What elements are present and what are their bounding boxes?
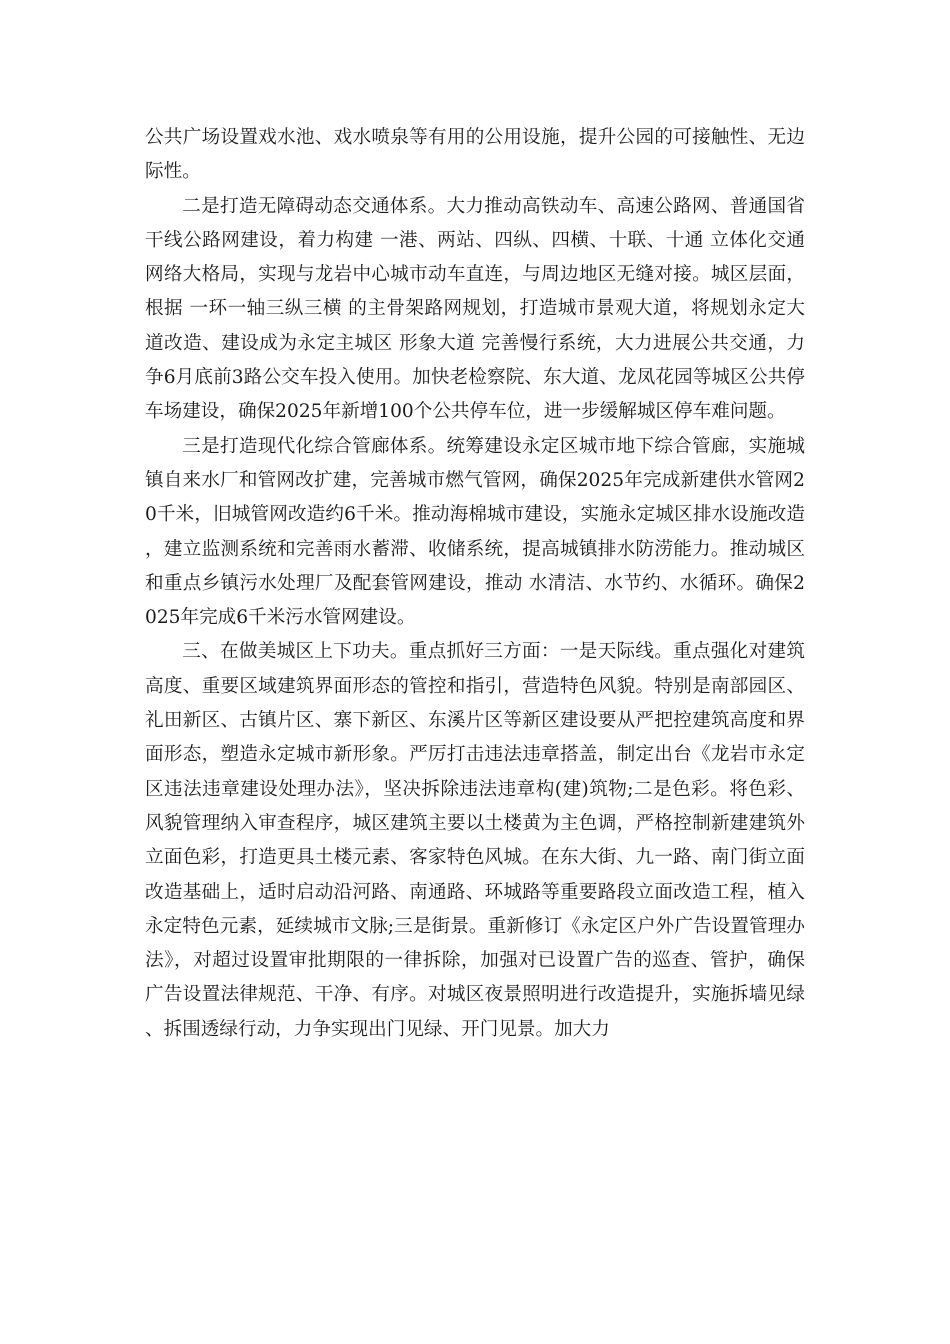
document-body [145,121,805,1047]
paragraph-public-plaza: 公共广场设置戏水池、戏水喷泉等有用的公用设施，提升公园的可接触性、无边际性。 [145,127,805,183]
paragraph-beautify-city: 三、在做美城区上下功夫。重点抓好三方面：一是天际线。重点强化对建筑高度、重要区域建筑界面形态的管控和指引，营造特色风貌。特别是南部园区、礼田新区、古镇片区、寨下新区、东溪片区等新区建设要从严把控建筑高度和界面形态，塑造永定城市新形象。严厉打击违法违章搭盖，制定出台《龙岩市永定区违法违章建设处理办法》，坚决拆除违法违章构(建)筑物;二是色彩。将色彩、风貌管理纳入审查程序，城区建筑主要以土楼黄为主色调，严格控制新建建筑外立面色彩，打造更具土楼元素、客家特色风城。在东大街、九一路、南门街立面改造基础上，适时启动沿河路、南通路、环城路等重要路段立面改造工程，植入永定特色元素，延续城市文脉;三是街景。重新修订《永定区户外广告设置管理办法》，对超过设置审批期限的一律拆除，加强对已设置广告的巡查、管护，确保广告设置法律规范、干净、有序。对城区夜景照明进行改造提升，实施拆墙见绿、拆围透绿行动，力争实现出门见绿、开门见景。加大力 [145,641,805,1040]
paragraph-traffic-system: 二是打造无障碍动态交通体系。大力推动高铁动车、高速公路网、普通国省干线公路网建设，着力构建 一港、两站、四纵、四横、十联、十通 立体化交通网络大格局，实现与龙岩中心城市动车直连，与周边地区无缝对接。城区层面，根据 一环一轴三纵三横 的主骨架路网规划，打造城市景观大道，将规划永定大道改造、建设成为永定主城区 形象大道 完善慢行系统，大力进展公共交通，力争6月底前3路公交车投入使用。加快老检察院、东大道、龙凤花园等城区公共停车场建设，确保2025年新增100个公共停车位，进一步缓解城区停车难问题。 [145,195,805,423]
paragraph-pipe-gallery: 三是打造现代化综合管廊体系。统筹建设永定区城市地下综合管廊，实施城镇自来水厂和管网改扩建，完善城市燃气管网，确保2025年完成新建供水管网20千米，旧城管网改造约6千米。推动海棉城市建设，实施永定城区排水设施改造，建立监测系统和完善雨水蓄滞、收储系统，提高城镇排水防涝能力。推动城区和重点乡镇污水处理厂及配套管网建设，推动 水清洁、水节约、水循环。确保2025年完成6千米污水管网建设。 [145,435,805,629]
